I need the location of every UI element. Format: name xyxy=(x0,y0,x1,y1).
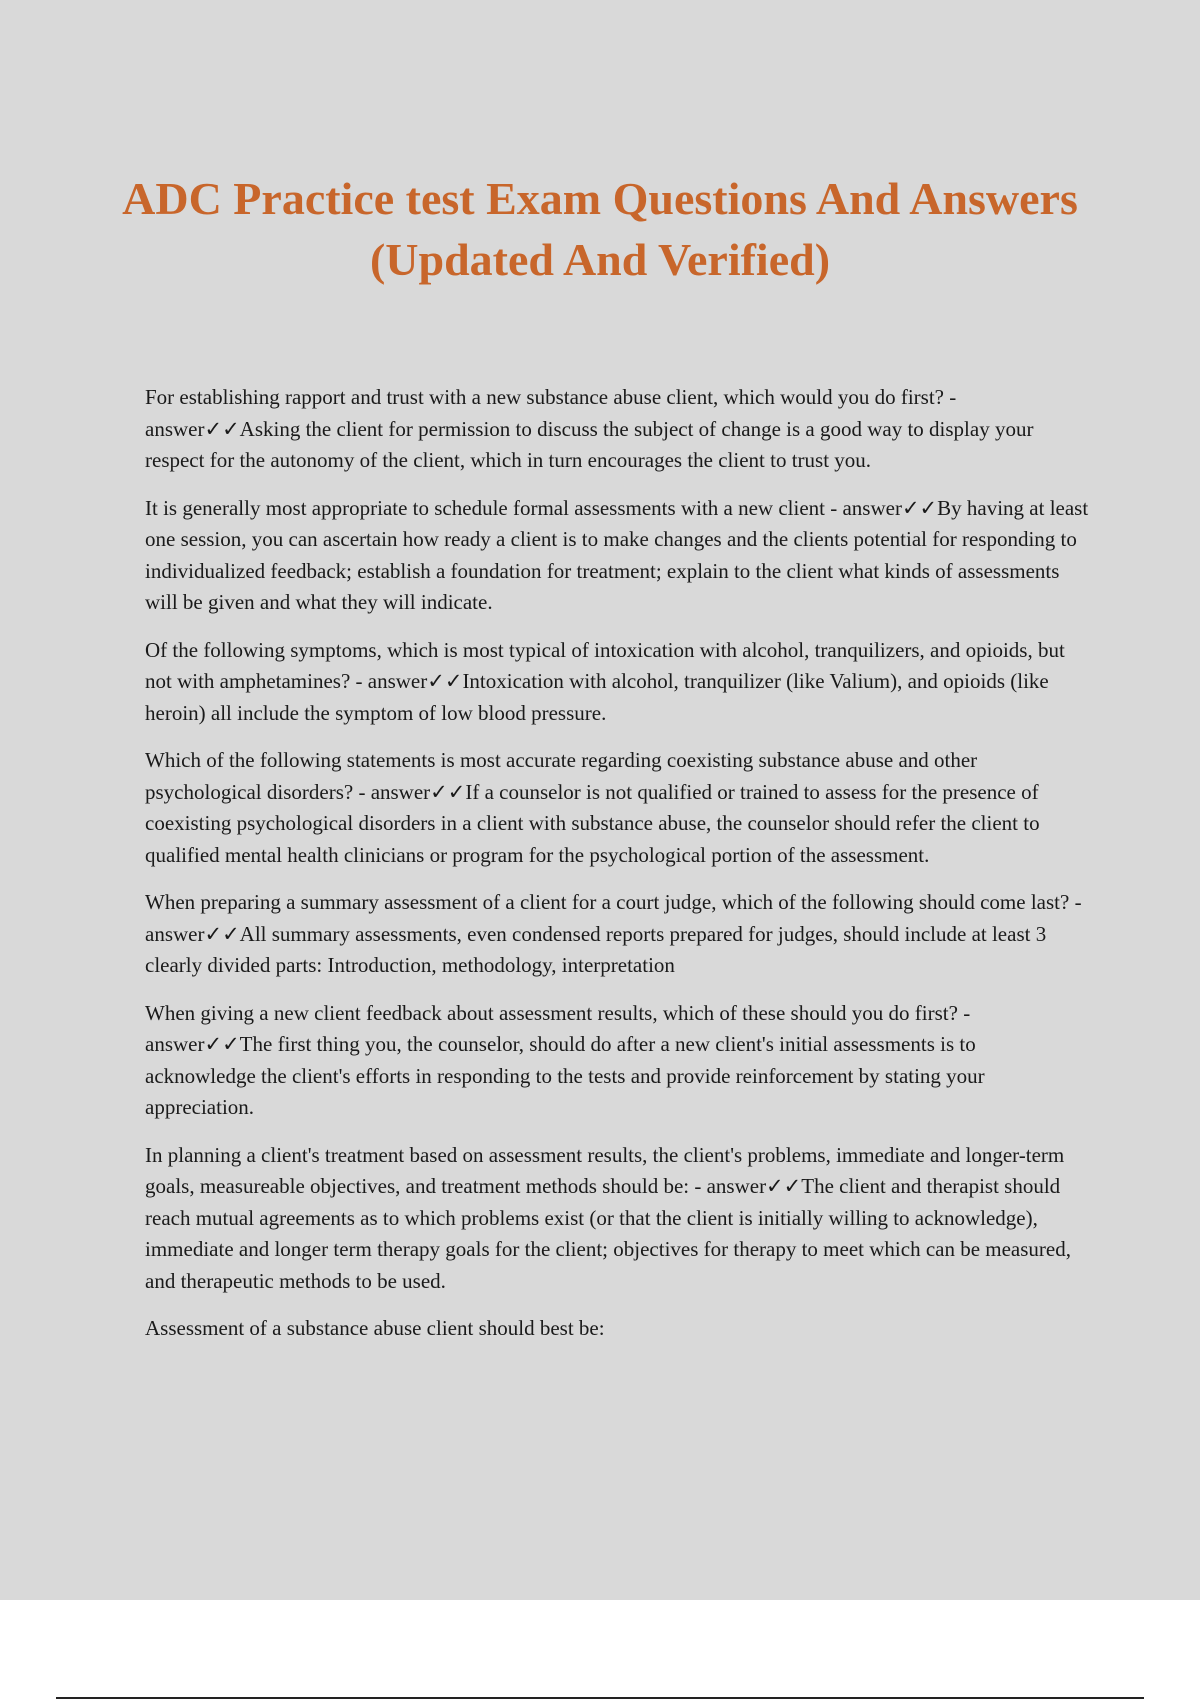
document-title: ADC Practice test Exam Questions And Answers (Updated And Verified) xyxy=(122,173,1078,285)
qa-paragraph: Assessment of a substance abuse client should best be: xyxy=(145,1316,605,1340)
qa-paragraph: It is generally most appropriate to schedule formal assessments with a new client - answer✓✓By having at least one session, you can ascertain how ready a client is to make changes and the clients potential for responding to individualized feedback; establish a foundation for treatment; explain to the client what kinds of assessments will be given and what they will indicate. xyxy=(145,495,1089,614)
qa-paragraph: When giving a new client feedback about assessment results, which of these should you do first? - answer✓✓The first thing you, the counselor, should do after a new client's initial assessments is to acknowledge the client's efforts in responding to the tests and provide reinforcement by stating your appreciation. xyxy=(145,1000,985,1119)
qa-paragraph: When preparing a summary assessment of a client for a court judge, which of the following should come last? - answer✓✓All summary assessments, even condensed reports prepared for judges, should include at least 3 clearly divided parts: Introduction, methodology, interpretation xyxy=(145,890,1082,977)
qa-paragraph: Which of the following statements is most accurate regarding coexisting substance abuse and other psychological disorders? - answer✓✓If a counselor is not qualified or trained to assess for the presence of coexisting psychological disorders in a client with substance abuse, the counselor should refer the client to qualified mental health clinicians or program for the psychological portion of the assessment. xyxy=(145,748,1040,867)
bottom-divider xyxy=(56,1697,1144,1699)
qa-paragraph: In planning a client's treatment based on assessment results, the client's problems, immediate and longer-term goals, measureable objectives, and treatment methods should be: - answer✓✓The client and therapist should reach mutual agreements as to which problems exist (or that the client is initially willing to acknowledge), immediate and longer term therapy goals for the client; objectives for therapy to meet which can be measured, and therapeutic methods to be used. xyxy=(145,1142,1071,1293)
qa-paragraph: For establishing rapport and trust with a new substance abuse client, which would you do first? - answer✓✓Asking the client for permission to discuss the subject of change is a good way to display your respect for the autonomy of the client, which in turn encourages the client to trust you. xyxy=(145,385,1034,472)
document-content xyxy=(145,382,1090,1361)
qa-paragraph: Of the following symptoms, which is most typical of intoxication with alcohol, tranquilizers, and opioids, but not with amphetamines? - answer✓✓Intoxication with alcohol, tranquilizer (like Valium), and opioids (like heroin) all include the symptom of low blood pressure. xyxy=(145,637,1065,725)
